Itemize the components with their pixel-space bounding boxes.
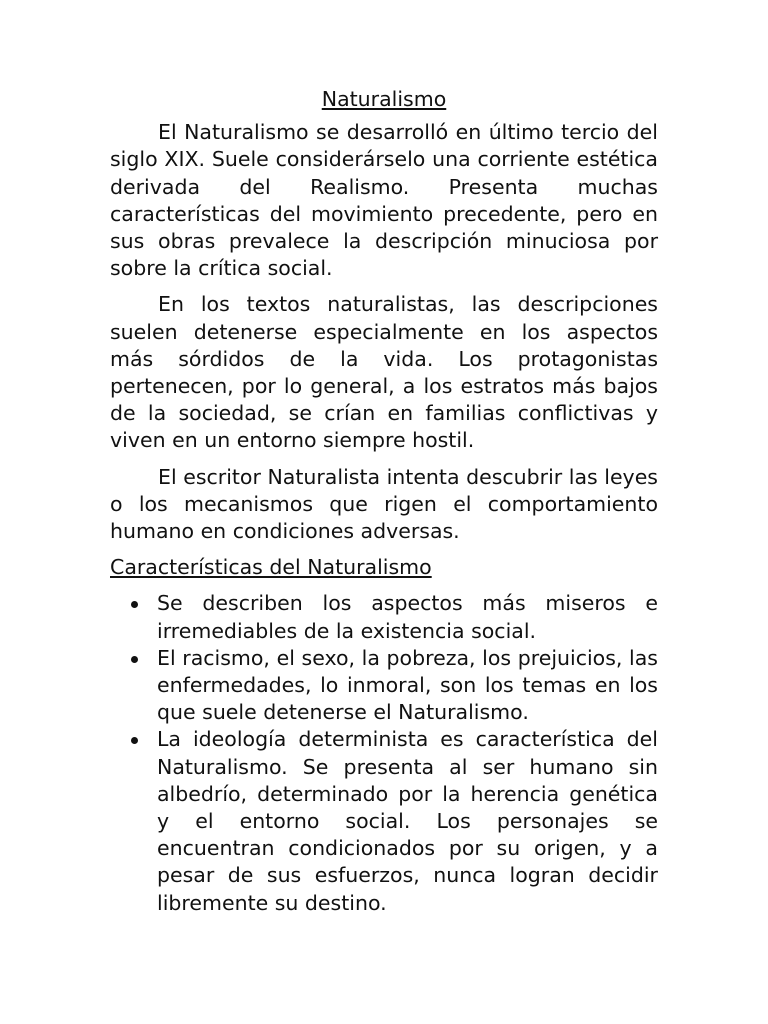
document-title: Naturalismo — [321, 87, 447, 111]
list-item-text: El racismo, el sexo, la pobreza, los prejuicios, las enfermedades, lo inmoral, son los temas en los que suele detenerse el Naturalismo. — [157, 645, 658, 725]
document-body — [110, 86, 658, 917]
list-item — [110, 645, 658, 727]
list-item — [110, 726, 658, 916]
characteristics-list — [110, 590, 658, 916]
paragraph-descriptions: En los textos naturalistas, las descripciones suelen detenerse especialmente en los aspectos más sórdidos de la vida. Los protagonistas pertenecen, por lo general, a los estratos más bajos de la sociedad, se crían en familias conflictivas y viven en un entorno siempre hostil. — [110, 292, 658, 453]
bullet-icon — [131, 601, 138, 608]
list-item — [110, 590, 658, 644]
bullet-icon — [131, 737, 138, 744]
paragraph-writer: El escritor Naturalista intenta descubrir las leyes o los mecanismos que rigen el comportamiento humano en condiciones adversas. — [110, 464, 658, 544]
section-subtitle: Características del Naturalismo — [110, 555, 432, 580]
list-item-text: La ideología determinista es característica del Naturalismo. Se presenta al ser humano sin albedrío, determinado por la herencia genética y el entorno social. Los personajes se encuentran condicionados por su origen, y a pesar de sus esfuerzos, nunca logran decidir libremente su destino. — [157, 727, 658, 915]
bullet-icon — [131, 656, 138, 663]
list-item-text: Se describen los aspectos más miseros e irremediables de la existencia social. — [157, 591, 658, 643]
paragraph-intro: El Naturalismo se desarrolló en último tercio del siglo XIX. Suele considerárselo una corriente estética derivada del Realismo. Presenta muchas características del movimiento precedente, pero en sus obras prevalece la descripción minuciosa por sobre la crítica social. — [110, 120, 658, 281]
